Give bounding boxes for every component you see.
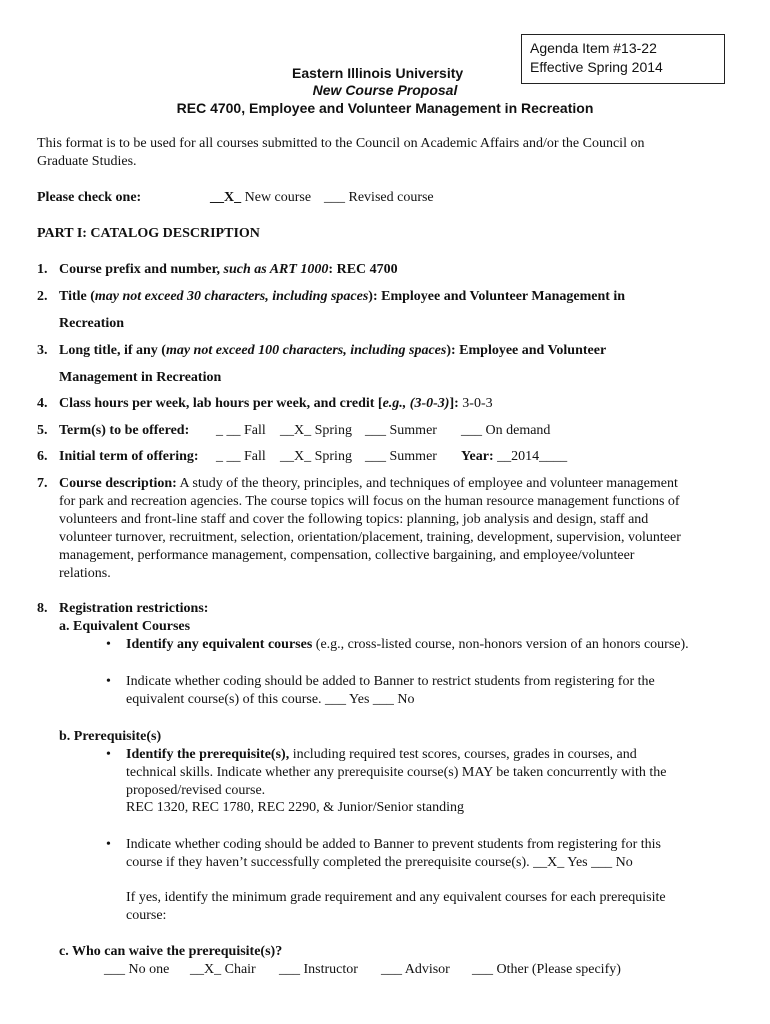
- waive-no-one-option[interactable]: ___ No one: [104, 962, 170, 977]
- bullet-text: proposed/revised course.: [126, 783, 266, 798]
- intro-line-1: This format is to be used for all courses submitted to the Council on Academic Affairs and/or the Council on: [37, 136, 645, 151]
- subsection-equivalent-courses: a. Equivalent Courses: [59, 619, 191, 634]
- item-number: 4.: [37, 396, 48, 411]
- university-name: Eastern Illinois University: [292, 65, 464, 81]
- intro-line-2: Graduate Studies.: [37, 154, 137, 169]
- bullet-text: including required test scores, courses, grades in courses, and: [289, 747, 637, 762]
- initial-spring-option[interactable]: __X_ Spring: [280, 449, 352, 464]
- item-hint: such as ART 1000: [223, 262, 329, 277]
- equivalent-coding-options[interactable]: equivalent course(s) of this course. ___ Yes ___ No: [126, 692, 415, 707]
- bullet-text: If yes, identify the minimum grade requirement and any equivalent courses for each prerequisite: [126, 890, 666, 905]
- item-number: 2.: [37, 289, 48, 304]
- equivalent-courses-line: [126, 637, 689, 653]
- item-title: [59, 289, 625, 305]
- description-line: volunteer turnover, recruitment, selection, orientation/placement, training, development, supervision, volunteer: [59, 530, 681, 545]
- item-label: Registration restrictions:: [59, 601, 209, 616]
- item-hint: may not exceed 100 characters, including spaces: [165, 343, 447, 358]
- revised-course-label: Revised course: [345, 190, 434, 205]
- waive-other-option[interactable]: ___ Other (Please specify): [472, 962, 621, 977]
- prereq-line: [126, 747, 637, 763]
- bullet-text: Indicate whether coding should be added to Banner to restrict students from registering for the: [126, 674, 655, 689]
- bullet-icon: •: [106, 747, 111, 762]
- item-value: ): Employee and Volunteer: [446, 343, 607, 358]
- subsection-waive: c. Who can waive the prerequisite(s)?: [59, 944, 283, 959]
- initial-year[interactable]: [461, 449, 567, 465]
- item-label: Class hours per week, lab hours per week, and credit [: [59, 396, 383, 411]
- item-number: 5.: [37, 423, 48, 438]
- course-description-line: [59, 476, 678, 492]
- item-number: 8.: [37, 601, 48, 616]
- waive-instructor-option[interactable]: ___ Instructor: [279, 962, 358, 977]
- description-line: for park and recreation agencies. The course topics will focus on the human resource management functions of: [59, 494, 680, 509]
- item-number: 7.: [37, 476, 48, 491]
- course-type-revised[interactable]: [324, 190, 434, 206]
- agenda-box: [521, 34, 725, 84]
- description-line: relations.: [59, 566, 111, 581]
- term-on-demand-option[interactable]: ___ On demand: [461, 423, 551, 438]
- bullet-text: (e.g., cross-listed course, non-honors version of an honors course).: [312, 637, 689, 652]
- bullet-bold: Identify any equivalent courses: [126, 637, 313, 652]
- effective-term: Effective Spring 2014: [530, 59, 663, 75]
- bullet-text: Indicate whether coding should be added to Banner to prevent students from registering for this: [126, 837, 661, 852]
- year-label: Year:: [461, 449, 494, 464]
- item-hint: e.g., (3-0-3): [382, 396, 450, 411]
- item-value-continued: Recreation: [59, 316, 125, 331]
- agenda-item: Agenda Item #13-22: [530, 40, 657, 56]
- item-value-continued: Management in Recreation: [59, 370, 222, 385]
- course-type-new[interactable]: [210, 190, 311, 206]
- item-label: Long title, if any (: [59, 343, 166, 358]
- item-label-end: ]:: [449, 396, 459, 411]
- bullet-bold: Identify the prerequisite(s),: [126, 747, 290, 762]
- item-number: 3.: [37, 343, 48, 358]
- bullet-icon: •: [106, 674, 111, 689]
- page-title: REC 4700, Employee and Volunteer Management in Recreation: [176, 100, 594, 116]
- item-value: 3-0-3: [458, 396, 493, 411]
- item-value: : REC 4700: [328, 262, 398, 277]
- waive-chair-option[interactable]: __X_ Chair: [190, 962, 256, 977]
- item-class-hours: [59, 396, 493, 412]
- new-course-label: New course: [241, 190, 312, 205]
- bullet-text: technical skills. Indicate whether any prerequisite course(s) MAY be taken concurrently with the: [126, 765, 667, 780]
- item-hint: may not exceed 30 characters, including spaces: [94, 289, 369, 304]
- item-number: 1.: [37, 262, 48, 277]
- initial-summer-option[interactable]: ___ Summer: [365, 449, 437, 464]
- item-number: 6.: [37, 449, 48, 464]
- item-value: ): Employee and Volunteer Management in: [368, 289, 626, 304]
- item-label: Initial term of offering:: [59, 449, 199, 464]
- revised-course-mark: ___: [324, 190, 345, 205]
- item-course-prefix: [59, 262, 398, 278]
- description-line: volunteers and front-line staff and cover the following topics: planning, job analysis and design, staff and: [59, 512, 649, 527]
- proposal-type: New Course Proposal: [312, 82, 458, 98]
- bullet-icon: •: [106, 637, 111, 652]
- year-value: __2014____: [493, 449, 568, 464]
- bullet-text: course:: [126, 908, 167, 923]
- subsection-prerequisites: b. Prerequisite(s): [59, 729, 162, 744]
- term-spring-option[interactable]: __X_ Spring: [280, 423, 352, 438]
- new-course-mark: __X_: [210, 190, 242, 205]
- description-text: A study of the theory, principles, and techniques of employee and volunteer management: [176, 476, 678, 491]
- item-label: Course description:: [59, 476, 177, 491]
- item-label: Course prefix and number,: [59, 262, 224, 277]
- term-summer-option[interactable]: ___ Summer: [365, 423, 437, 438]
- prerequisite-courses-value[interactable]: REC 1320, REC 1780, REC 2290, & Junior/Senior standing: [126, 800, 464, 815]
- term-fall-option[interactable]: _ __ Fall: [216, 423, 266, 438]
- item-label: Title (: [59, 289, 95, 304]
- part-heading: PART I: CATALOG DESCRIPTION: [37, 226, 260, 241]
- item-long-title: [59, 343, 606, 359]
- item-label: Term(s) to be offered:: [59, 423, 190, 438]
- description-line: management, performance management, compensation, collective bargaining, and employee/volunteer: [59, 548, 635, 563]
- waive-advisor-option[interactable]: ___ Advisor: [381, 962, 450, 977]
- check-label: Please check one:: [37, 190, 142, 205]
- initial-fall-option[interactable]: _ __ Fall: [216, 449, 266, 464]
- prereq-coding-options[interactable]: course if they haven’t successfully completed the prerequisite course(s). __X_ Yes ___ No: [126, 855, 633, 870]
- bullet-icon: •: [106, 837, 111, 852]
